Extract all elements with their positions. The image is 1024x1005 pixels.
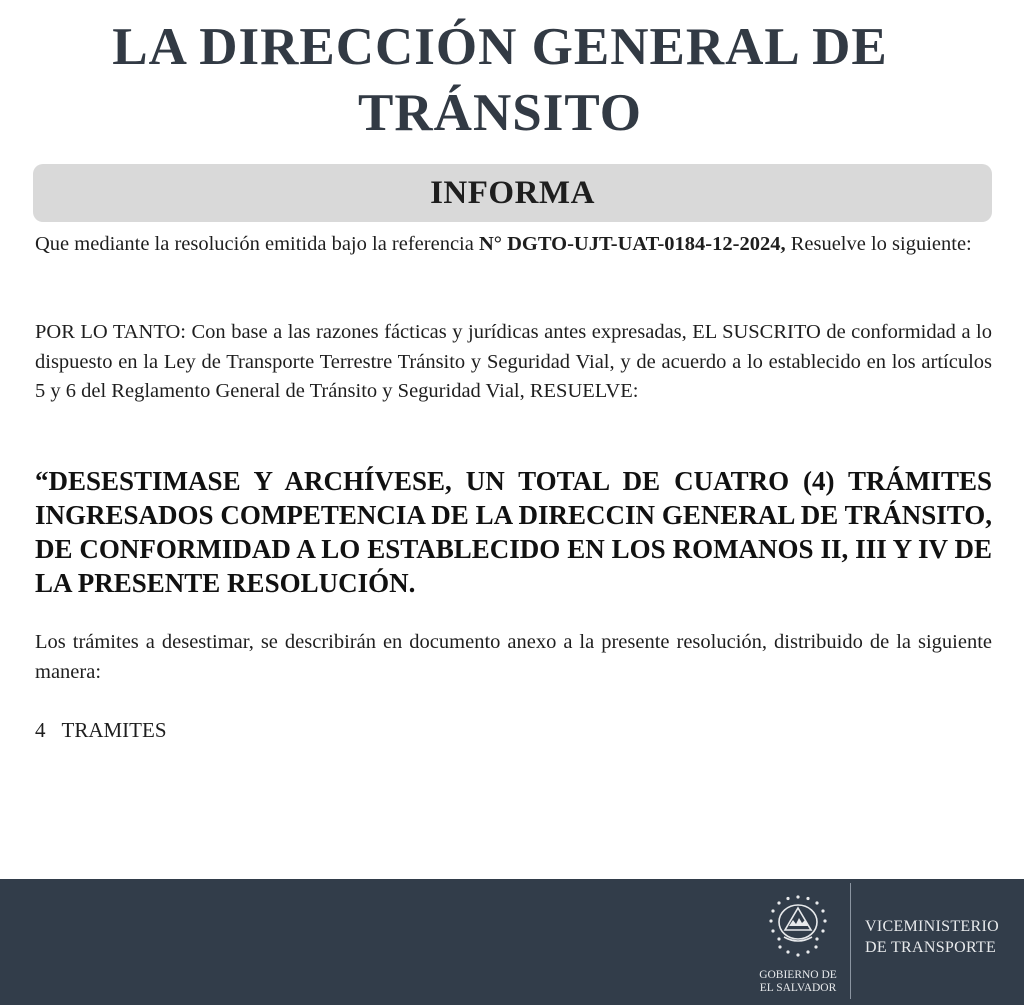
vice-line-1: VICEMINISTERIO bbox=[865, 918, 999, 935]
gobierno-line-1: GOBIERNO DE bbox=[759, 969, 837, 981]
viceministerio-label bbox=[865, 916, 999, 958]
title-line-1: LA DIRECCIÓN GENERAL DE bbox=[112, 18, 888, 76]
intro-text: Que mediante la resolución emitida bajo la referencia bbox=[35, 233, 474, 255]
count-label: TRAMITES bbox=[61, 718, 167, 742]
gobierno-line-2: EL SALVADOR bbox=[759, 982, 837, 994]
tramites-count bbox=[35, 715, 167, 745]
reference-number: N° DGTO-UJT-UAT-0184-12-2024, bbox=[478, 233, 786, 255]
vice-line-2: DE TRANSPORTE bbox=[865, 939, 997, 956]
title-line-2: TRÁNSITO bbox=[358, 84, 642, 142]
intro-text-continued: Resuelve lo siguiente: bbox=[790, 233, 972, 255]
footer-bar bbox=[0, 879, 1024, 1005]
count-number: 4 bbox=[35, 718, 46, 742]
footer-divider bbox=[850, 883, 851, 999]
informa-banner bbox=[33, 164, 992, 222]
gobierno-el-salvador-label bbox=[740, 969, 856, 995]
tramites-note: Los trámites a desestimar, se describirán en documento anexo a la presente resolución, distribuido de la siguiente manera: bbox=[35, 631, 992, 683]
por-lo-tanto-paragraph: POR LO TANTO: Con base a las razones fácticas y jurídicas antes expresadas, EL SUSCRITO de conformidad a lo dispuesto en la Ley de Transporte Terrestre Tránsito y Seguridad Vial, y de acuerdo a lo establecido en los artículos 5 y 6 del Reglamento General de Tránsito y Seguridad Vial, RESUELVE: bbox=[35, 321, 992, 402]
page-title bbox=[0, 14, 1000, 146]
el-salvador-seal-icon bbox=[756, 891, 840, 963]
banner-label: INFORMA bbox=[430, 174, 595, 211]
intro-paragraph bbox=[35, 230, 992, 260]
resolution-text: “DESESTIMASE Y ARCHÍVESE, UN TOTAL DE CUATRO (4) TRÁMITES INGRESADOS COMPETENCIA DE LA DIRECCIN GENERAL DE TRÁNSITO, DE CONFORMIDAD A LO ESTABLECIDO EN LOS ROMANOS II, III Y IV DE LA PRESENTE RESOLUCIÓN. bbox=[35, 466, 992, 598]
